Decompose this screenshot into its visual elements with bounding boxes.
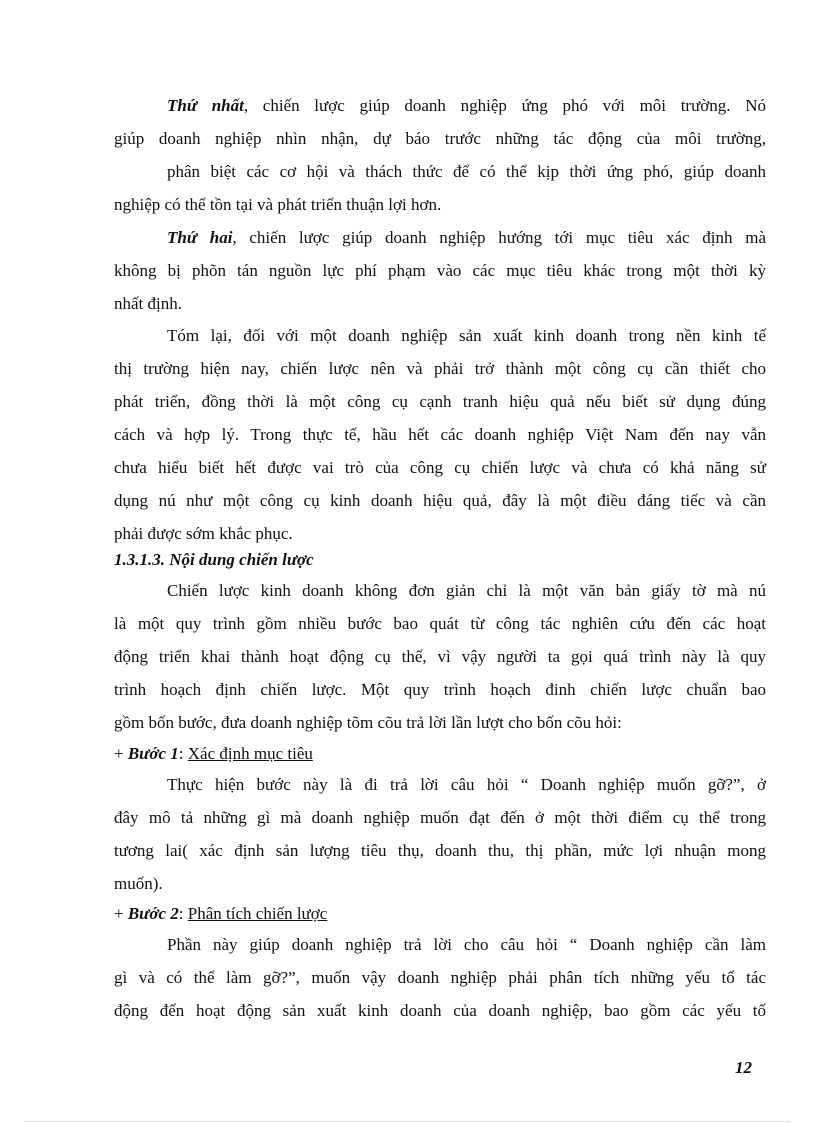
step-2-title: Phân tích chiến lược <box>187 904 328 923</box>
page-number: 12 <box>735 1058 752 1077</box>
p2-line-2: không bị phõn tán nguồn lực phí phạm vào các mục tiêu khác trong một thời kỳ <box>114 261 766 280</box>
step-1: + Bước 1: Xác định mục tiêu <box>114 744 313 763</box>
p5-line-3: tương lai( xác định sản lượng tiêu thụ, doanh thu, thị phần, mức lợi nhuận mong <box>114 841 766 860</box>
p5-line-4: muốn). <box>114 874 163 893</box>
p3-line-4: cách và hợp lý. Trong thực tế, hầu hết các doanh nghiệp Việt Nam đến nay vẫn <box>114 425 766 444</box>
p4-line-4: trình hoạch định chiến lược. Một quy trình hoạch đinh chiến lược chuẩn bao <box>114 680 766 699</box>
p4-line-5: gồm bốn bước, đưa doanh nghiệp tõm cõu trả lời lần lượt cho bốn cõu hỏi: <box>114 713 622 732</box>
p5-line-2: đây mô tả những gì mà doanh nghiệp muốn đạt đến ở một thời điểm cụ thể trong <box>114 808 766 827</box>
p6-line-3: động đến hoạt động sản xuất kinh doanh của doanh nghiệp, bao gồm các yếu tố <box>114 1001 766 1020</box>
p4-line-2: là một quy trình gồm nhiều bước bao quát từ công tác nghiên cứu đến các hoạt <box>114 614 766 633</box>
p2-lead: Thứ hai <box>167 228 233 247</box>
p4-line-3: động triển khai thành hoạt động cụ thể, vì vậy người ta gọi quá trình này là quy <box>114 647 766 666</box>
step-1-label: Bước 1 <box>127 744 179 763</box>
p5-line-1: Thực hiện bước này là đi trả lời câu hỏi “ Doanh nghiệp muốn gỡ?”, ở <box>167 775 766 794</box>
p1-lead: Thứ nhất <box>167 96 244 115</box>
p1-line-3: phân biệt các cơ hội và thách thức để có thể kịp thời ứng phó, giúp doanh <box>167 162 766 181</box>
p3-line-3: phát triển, đồng thời là một công cụ cạnh tranh hiệu quả nếu biết sử dụng đúng <box>114 392 766 411</box>
p6-line-2: gì và có thể làm gỡ?”, muốn vậy doanh nghiệp phải phân tích những yếu tố tác <box>114 968 766 987</box>
p1-line-4: nghiệp có thể tồn tại và phát triển thuận lợi hơn. <box>114 195 442 214</box>
page-bottom-divider <box>26 1121 790 1122</box>
section-heading: 1.3.1.3. Nội dung chiến lược <box>114 550 314 569</box>
p3-line-7: phải được sớm khắc phục. <box>114 524 293 543</box>
step-1-title: Xác định mục tiêu <box>187 744 313 763</box>
step-2-label: Bước 2 <box>127 904 179 923</box>
step-2: + Bước 2: Phân tích chiến lược <box>114 904 328 923</box>
p6-line-1: Phần này giúp doanh nghiệp trả lời cho câu hỏi “ Doanh nghiệp cần làm <box>167 935 766 954</box>
p4-line-1: Chiến lược kinh doanh không đơn giản chỉ là một văn bản giấy tờ mà nú <box>167 581 766 600</box>
p3-line-5: chưa hiểu biết hết được vai trò của công cụ chiến lược và chưa có khả năng sử <box>114 458 766 477</box>
p1-line-2: giúp doanh nghiệp nhìn nhận, dự báo trước những tác động của môi trường, <box>114 129 766 148</box>
p2-line-1: Thứ hai, chiến lược giúp doanh nghiệp hướng tới mục tiêu xác định mà <box>167 228 767 247</box>
p2-line-3: nhất định. <box>114 294 182 313</box>
p3-line-2: thị trường hiện nay, chiến lược nên và phải trở thành một công cụ cần thiết cho <box>114 359 766 378</box>
p1-line-1: Thứ nhất, chiến lược giúp doanh nghiệp ứng phó với môi trường. Nó <box>167 96 767 115</box>
p3-line-1: Tóm lại, đối với một doanh nghiệp sản xuất kinh doanh trong nền kinh tế <box>167 326 766 345</box>
p3-line-6: dụng nú như một công cụ kinh doanh hiệu quả, đây là một điều đáng tiếc và cần <box>114 491 766 510</box>
